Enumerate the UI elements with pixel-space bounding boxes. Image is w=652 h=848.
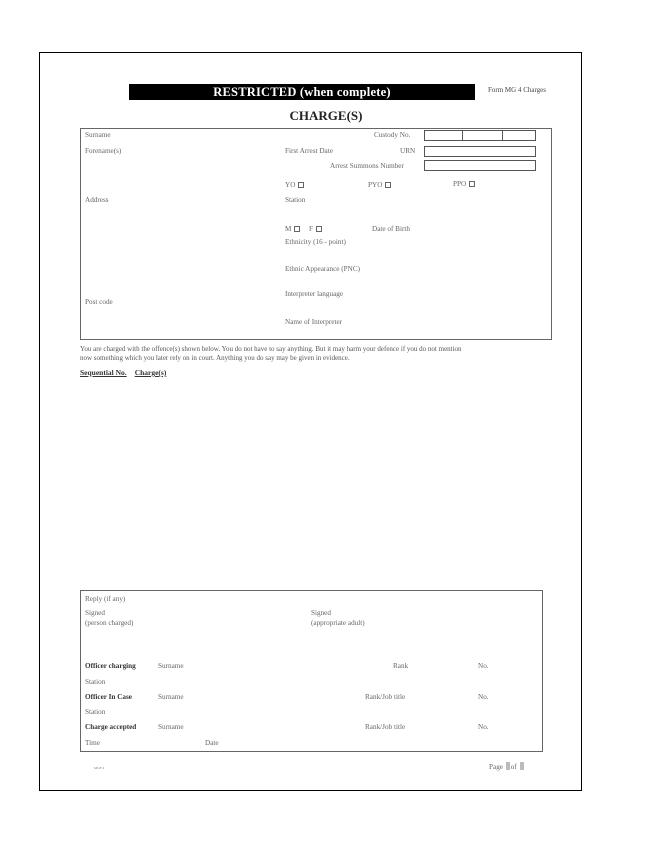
charges-header [80,368,174,377]
officer-in-case-no: No. [478,693,489,701]
officer-charging-no: No. [478,662,489,670]
page-current-field[interactable] [506,762,510,770]
form-code: MGF 4 [94,766,105,770]
surname-label: Surname [85,131,111,139]
date-label: Date [205,739,219,747]
sex-option-m [285,225,300,234]
ppo-checkbox[interactable] [469,181,475,187]
sex-option-f [309,225,322,234]
officer-in-case-rank: Rank/Job title [365,693,406,701]
yo-checkbox[interactable] [298,182,304,188]
interpreter-language-label: Interpreter language [285,290,344,298]
custody-no-field[interactable] [424,130,536,141]
officer-charging-surname: Surname [158,662,184,670]
page-number [489,762,525,771]
signed-person-label: Signed [85,609,105,617]
male-checkbox[interactable] [294,226,300,232]
forenames-label: Forename(s) [85,147,122,155]
address-label: Address [85,196,109,204]
yo-label: YO [285,181,296,189]
interpreter-name-label: Name of Interpreter [285,318,343,326]
pyo-checkbox[interactable] [385,182,391,188]
caution-line-2: now something which you later rely on in court. Anything you do say may be given in evidence. [80,353,350,362]
pyo-option [368,181,391,190]
station-label: Station [285,196,306,204]
pyo-label: PYO [368,181,383,189]
restricted-banner: RESTRICTED (when complete) [129,84,475,100]
time-label: Time [85,739,100,747]
officer-charging-rank: Rank [393,662,409,670]
signed-adult-label: Signed [311,609,331,617]
custody-no-label: Custody No. [374,131,411,139]
arrest-summons-field[interactable] [424,160,536,171]
arrest-summons-label: Arrest Summons Number [330,162,404,170]
officer-in-case-station: Station [85,708,106,716]
yo-option [285,181,304,190]
dob-label: Date of Birth [372,225,410,233]
caution-line-1: You are charged with the offence(s) shown below. You do not have to say anything. But it may harm your defence if you do not mention [80,345,462,353]
form-reference: Form MG 4 Charges [488,86,547,94]
ppo-option [453,180,475,189]
person-charged-label: (person charged) [85,619,134,627]
female-label: F [309,225,313,233]
urn-field[interactable] [424,146,536,157]
ethnicity-label: Ethnicity (16 - point) [285,238,346,246]
page-label: Page [489,763,503,771]
charge-accepted-label: Charge accepted [85,723,137,731]
post-code-label: Post code [85,298,113,306]
caution-text [80,345,550,362]
reply-label: Reply (if any) [85,595,126,603]
urn-label: URN [400,147,416,155]
page-total-field[interactable] [520,762,524,770]
of-label: of [510,763,517,771]
charge-accepted-surname: Surname [158,723,184,731]
first-arrest-date-label: First Arrest Date [285,147,333,155]
male-label: M [285,225,292,233]
officer-in-case-label: Officer In Case [85,693,132,701]
appropriate-adult-label: (appropriate adult) [311,619,365,627]
sequential-no-heading: Sequential No. [80,368,127,377]
officer-in-case-surname: Surname [158,693,184,701]
officer-charging-station: Station [85,678,106,686]
charge-accepted-no: No. [478,723,489,731]
charge-accepted-rank: Rank/Job title [365,723,406,731]
charges-heading: Charge(s) [134,368,167,377]
officer-charging-label: Officer charging [85,662,136,670]
female-checkbox[interactable] [316,226,322,232]
page-bottom-edge [39,790,582,791]
ppo-label: PPO [453,180,467,188]
ethnic-appearance-label: Ethnic Appearance (PNC) [285,265,361,273]
form-title: CHARGE(S) [289,108,363,123]
